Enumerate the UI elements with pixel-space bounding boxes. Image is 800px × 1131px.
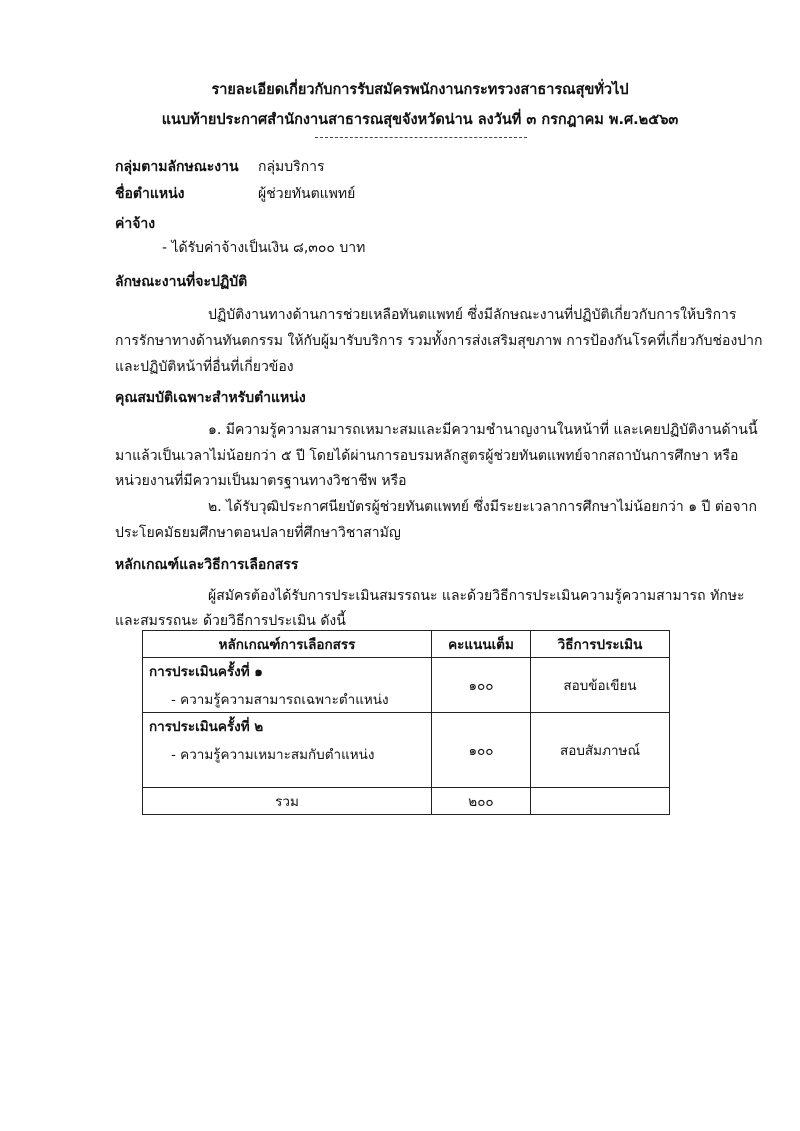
qualification-line: มาแล้วเป็นเวลาไม่น้อยกว่า ๕ ปี โดยได้ผ่านการอบรมหลักสูตรผู้ช่วยทันตแพทย์จากสถาบันการศึกษา หรือ	[115, 448, 739, 464]
qualification-line: ประโยคมัธยมศึกษาตอนปลายที่ศึกษาวิชาสามัญ	[115, 525, 401, 541]
selection-criteria-table	[142, 630, 670, 815]
method-cell: สอบข้อเขียน	[531, 658, 670, 713]
duty-line: การรักษาทางด้านทันตกรรม ให้กับผู้มารับบริการ รวมทั้งการส่งเสริมสุขภาพ การป้องกันโรคที่เกี่ยวกับช่องปาก	[115, 333, 763, 349]
header-score: คะแนนเต็ม	[432, 631, 531, 658]
total-method-empty	[531, 788, 670, 815]
total-score: ๒๐๐	[432, 788, 531, 815]
header-method: วิธีการประเมิน	[531, 631, 670, 658]
header-criteria: หลักเกณฑ์การเลือกสรร	[143, 631, 432, 658]
table-total-row	[143, 788, 670, 815]
qualification-line: ๑. มีความรู้ความสามารถเหมาะสมและมีความชำนาญงานในหน้าที่ และเคยปฏิบัติงานด้านนี้	[208, 422, 758, 438]
method-cell: สอบสัมภาษณ์	[531, 713, 670, 788]
total-label: รวม	[143, 788, 432, 815]
selection-line: และสมรรถนะ ด้วยวิธีการประเมิน ดังนี้	[115, 613, 346, 629]
wage-label: ค่าจ้าง	[115, 216, 156, 232]
selection-line: ผู้สมัครต้องได้รับการประเมินสมรรถนะ และด้วยวิธีการประเมินความรู้ความสามารถ ทักษะ	[208, 588, 745, 604]
group-label: กลุ่มตามลักษณะงาน	[115, 159, 239, 175]
group-value: กลุ่มบริการ	[258, 159, 325, 175]
selection-heading: หลักเกณฑ์และวิธีการเลือกสรร	[115, 557, 299, 573]
score-cell: ๑๐๐	[432, 658, 531, 713]
title-line-2: แนบท้ายประกาศสำนักงานสาธารณสุขจังหวัดน่าน ลงวันที่ ๓ กรกฎาคม พ.ศ.๒๕๖๓	[161, 112, 679, 128]
round-title: การประเมินครั้งที่ ๒	[149, 719, 264, 735]
title-line-1: รายละเอียดเกี่ยวกับการรับสมัครพนักงานกระทรวงสาธารณสุขทั่วไป	[211, 82, 629, 98]
qualification-line: ๒. ได้รับวุฒิประกาศนียบัตรผู้ช่วยทันตแพทย์ ซึ่งมีระยะเวลาการศึกษาไม่น้อยกว่า ๑ ปี ต่อจาก	[208, 499, 757, 515]
wage-value: - ได้รับค่าจ้างเป็นเงิน ๘,๓๐๐ บาท	[162, 240, 366, 256]
round-item: - ความรู้ความเหมาะสมกับตำแหน่ง	[171, 747, 375, 763]
score-cell: ๑๐๐	[432, 713, 531, 788]
duty-line: ปฏิบัติงานทางด้านการช่วยเหลือทันตแพทย์ ซึ่งมีลักษณะงานที่ปฏิบัติเกี่ยวกับการให้บริการ	[208, 307, 737, 323]
table-header-row	[143, 631, 670, 658]
qualification-line: หน่วยงานที่มีความเป็นมาตรฐานทางวิชาชีพ หรือ	[115, 473, 407, 489]
divider	[315, 137, 527, 138]
duty-line: และปฏิบัติหน้าที่อื่นที่เกี่ยวข้อง	[115, 359, 294, 375]
table-row	[143, 658, 670, 713]
round-item: - ความรู้ความสามารถเฉพาะตำแหน่ง	[171, 692, 389, 708]
table-row	[143, 713, 670, 788]
position-label: ชื่อตำแหน่ง	[115, 186, 185, 202]
duty-heading: ลักษณะงานที่จะปฏิบัติ	[115, 274, 248, 290]
qualification-heading: คุณสมบัติเฉพาะสำหรับตำแหน่ง	[115, 390, 306, 406]
criteria-cell	[143, 713, 432, 788]
criteria-cell	[143, 658, 432, 713]
round-title: การประเมินครั้งที่ ๑	[149, 664, 263, 680]
position-value: ผู้ช่วยทันตแพทย์	[258, 186, 356, 202]
